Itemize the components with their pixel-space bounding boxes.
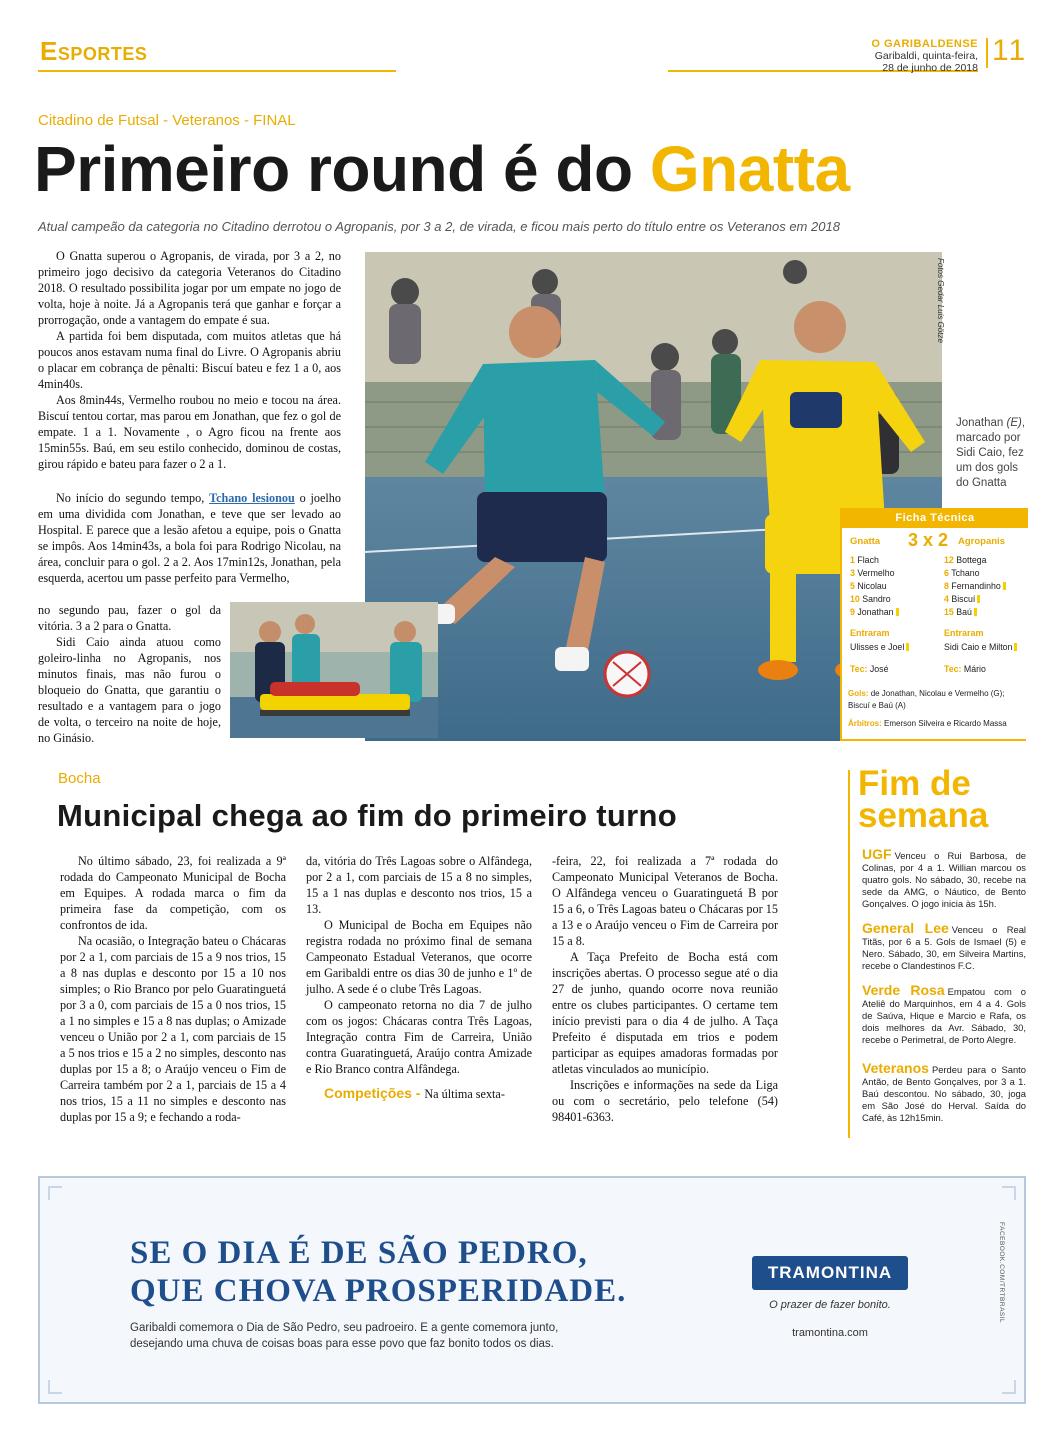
article-paragraph: Sidi Caio ainda atuou como goleiro-linha no Agropanis, nos minutos finais, mas não furou o bloqueio do Gnatta, que garantiu o resultado e a vantagem para o jogo de volta, o terceiro na noite de hoje, no Ginásio. — [38, 635, 221, 745]
article-inline-link[interactable]: Tchano lesionou — [209, 491, 295, 505]
bocha-paragraph: Na ocasião, o Integração bateu o Chácaras por 2 a 1, com parciais de 15 a 9 nos trios, 15 a 8 nas duplas e desconto por 15 a 10 nos simples; o Rio Branco por pelo Guaratinguetá por 3 a 0, com parciais de 15 a 0 nos trios, 15 a 1 no simples e 15 a 8 nas duplas; o Amizade venceu o União por 2 a 1, com parciais de 15 a 5 nos trios e 15 a 2 no simples, desconto nas duplas por 15 a 8; o Araújo venceu o Fim de Carreira também por 2 a 1, parciais de 15 a 4 nos trios, 15 a 11 no simples e desconto nas duplas por 15 a 9; e fechando a roda- — [60, 934, 286, 1124]
issue-date — [820, 50, 978, 74]
subs-label-a: Entraram — [850, 628, 890, 638]
article-body-top — [38, 248, 341, 472]
weekend-item: Verde Rosa Empatou com o Ateliê do Marquinhos, em 4 a 4. Gols de Saúva, Hique e Marcio e Rafa, os dois melhores da Avr. Sábado, 30, recebe o Perimetral, de Porto Alegre. — [862, 982, 1026, 1045]
bocha-paragraph: Inscrições e informações na sede da Liga ou com o secretário, pelo telefone (54) 98401-6363. — [552, 1078, 778, 1124]
article-headline — [34, 130, 850, 208]
bocha-column-2 — [306, 853, 532, 1102]
ad-corner-ornament — [48, 1380, 62, 1394]
article-kicker: Citadino de Futsal - Veteranos - FINAL — [38, 112, 296, 129]
article-paragraph: no segundo pau, fazer o gol da vitória. 3 a 2 para o Gnatta. — [38, 603, 221, 633]
article-body-middle — [38, 490, 341, 586]
article-paragraph: O Gnatta superou o Agropanis, de virada, por 3 a 2, no primeiro jogo decisivo da categoria Veteranos do Citadino 2018. O resultado possibilita jogar por um empate no jogo de volta, hoje à noite. Já a Agropanis terá que ganhar e forçar a prorrogação, onde a vantagem do empate é sua. — [38, 249, 341, 327]
bocha-paragraph: da, vitória do Três Lagoas sobre o Alfândega, por 2 a 1, com parciais de 15 a 8 no simples, 15 a 1 nas duplas e desconto nos trios, 15 a 13. — [306, 854, 532, 916]
article-paragraph: A partida foi bem disputada, com muitos atletas que há poucos anos estavam numa final do Livre. O Agropanis abriu o placar em cobrança de pênalti: Biscuí bateu e fez 1 a 0, aos 4min40s. — [38, 329, 341, 391]
subs-team-a: Ulisses e Joel — [850, 641, 909, 654]
bocha-headline: Municipal chega ao fim do primeiro turno — [57, 798, 677, 833]
bocha-paragraph: O Municipal de Bocha em Equipes não registra rodada no próximo final de semana Campeonato Estadual Veteranos, que ocorre em Garibaldi entre os dias 30 de junho e 1º de julho. A sede é o clube Três Lagoas. — [306, 918, 532, 996]
bocha-paragraph: A Taça Prefeito de Bocha está com inscrições abertas. O processo segue até o dia 27 de junho, quando ocorre nova reunião entre os clubes participantes. O certame tem início previsti para o dia 4 de julho. A Taça Prefeito é disputada em trios e podem participar as equipes amadoras formadas por atletas vinculados ao município. — [552, 950, 778, 1076]
article-body-bottom — [38, 602, 221, 746]
ad-body: Garibaldi comemora o Dia de São Pedro, seu padroeiro. E a gente comemora junto, desejando uma chuva de coisas boas para esse povo que faz bonito todos os dias. — [130, 1322, 559, 1350]
fact-box-title: Ficha Técnica — [842, 508, 1028, 528]
lineup-row: 12 Bottega — [944, 555, 987, 565]
lineup-row: 8 Fernandinho — [944, 580, 1006, 593]
photo-credit: Fotos Gedar Luis Götze — [936, 258, 945, 343]
ad-corner-ornament — [1002, 1380, 1016, 1394]
column-divider — [848, 770, 850, 1138]
article-paragraph: No início do segundo tempo, Tchano lesionou o joelho em uma dividida com Jonathan, e teve que ser levado ao Hospital. E parece que a lesão afetou a equipe, pois o Gnatta se impôs. Aos 14min43s, a bola foi para Rodrigo Nicolau, na área, concluir para o gol. 2 a 2. Aos 17min12s, Jonathan, pela esquerda, acertou um passe perfeito para Vermelho, — [38, 491, 341, 585]
lineup-row: 5 Nicolau — [850, 581, 887, 591]
headline-highlight: Gnatta — [649, 133, 850, 205]
team-b-name: Agropanis — [958, 536, 1005, 547]
photo-caption: Jonathan (E), marcado por Sidi Caio, fez um dos gols do Gnatta — [956, 417, 1026, 489]
ad-corner-ornament — [1002, 1186, 1016, 1200]
weekend-title: Fim de semana — [858, 764, 989, 835]
issue-date-line-1: Garibaldi, quinta-feira, — [874, 50, 978, 62]
lineup-team-b — [944, 554, 1006, 619]
ad-headline: SE O DIA É DE SÃO PEDRO, QUE CHOVA PROSPERIDADE. — [130, 1235, 627, 1309]
ad-url-link[interactable]: tramontina.com — [792, 1327, 868, 1339]
headline-text: Primeiro round é do — [34, 133, 650, 205]
bocha-paragraph: No último sábado, 23, foi realizada a 9ª rodada do Campeonato Municipal de Bocha em Equipes. A rodada marca o fim da primeira fase da competição, com os confrontos de ida. — [60, 854, 286, 932]
bocha-paragraph: Competições - Na última sexta- — [324, 1085, 505, 1101]
bocha-column-3 — [552, 853, 778, 1125]
subs-team-b: Sidi Caio e Milton — [944, 641, 1017, 654]
lineup-team-a — [850, 554, 899, 619]
team-a-name: Gnatta — [850, 536, 881, 547]
weekend-item: Veteranos Perdeu para o Santo Antão, de Bento Gonçalves, por 3 a 1. Baú descontou. No sábado, 30, joga em São José do Herval. Saída do Café, às 12h15min. — [862, 1060, 1026, 1123]
final-score: 3 x 2 — [908, 530, 949, 550]
ad-social-link[interactable]: FACEBOOK.COM/TRTBRASIL — [998, 1222, 1005, 1324]
tramontina-logo: TRAMONTINA — [752, 1256, 908, 1290]
bocha-paragraph: O campeonato retorna no dia 7 de julho com os jogos: Chácaras contra Três Lagoas, Integração contra Fim de Carreira, União contra Guaratinguetá, Araújo contra Amizade e Rio Branco contra Alfândega. — [306, 998, 532, 1076]
lineup-row: 4 Biscuí — [944, 593, 1006, 606]
section-label: Esportes — [40, 36, 148, 66]
yellow-card-icon — [1014, 643, 1017, 651]
newspaper-name: O GARIBALDENSE — [871, 38, 978, 50]
page-number-divider — [986, 38, 988, 68]
bocha-kicker: Bocha — [58, 770, 101, 787]
article-subhead: Atual campeão da categoria no Citadino derrotou o Agropanis, por 3 a 2, de virada, e ficou mais perto do título entre os Veteranos em 2018 — [38, 219, 840, 234]
yellow-card-icon — [977, 595, 980, 603]
competitions-subhead: Competições - — [324, 1085, 425, 1101]
yellow-card-icon — [974, 608, 977, 616]
coach-team-a: Tec: José — [850, 664, 889, 674]
fact-box — [840, 508, 1026, 741]
lineup-row: 3 Vermelho — [850, 568, 895, 578]
weekend-item: UGF Venceu o Rui Barbosa, de Colinas, por 4 a 1. Willian marcou os quatro gols. No sábado, 30, recebe na sede da AMG, o Náutico, de Bento Gonçalves. O jogo inicia às 15h. — [862, 846, 1026, 909]
ad-corner-ornament — [48, 1186, 62, 1200]
header-rule-left — [38, 70, 396, 72]
lineup-row: 6 Tchano — [944, 568, 980, 578]
bocha-column-1 — [60, 853, 286, 1125]
ad-slogan: O prazer de fazer bonito. — [769, 1299, 891, 1311]
lineup-row: 9 Jonathan — [850, 606, 899, 619]
subs-label-b: Entraram — [944, 628, 984, 638]
issue-date-line-2: 28 de junho de 2018 — [882, 62, 978, 74]
lineup-row: 15 Baú — [944, 606, 1006, 619]
weekend-item: General Lee Venceu o Real Titãs, por 6 a 5. Gols de Ismael (5) e Nero. Sábado, 30, em Silveira Martins, recebe o Clandestinos F.C. — [862, 920, 1027, 971]
yellow-card-icon — [906, 643, 909, 651]
injury-stretcher-photo — [230, 602, 438, 738]
lineup-row: 10 Sandro — [850, 594, 891, 604]
bocha-paragraph: -feira, 22, foi realizada a 7ª rodada do Campeonato Municipal Veteranos de Bocha. O Alfândega venceu o Guaratinguetá B por 15 a 6, o Três Lagoas bateu o Chácaras por 15 a 13 e o Araújo venceu o Fim de Carreira por 15 a 8. — [552, 854, 778, 948]
article-paragraph: Aos 8min44s, Vermelho roubou no meio e tocou na área. Biscuí tentou cortar, mas parou em Jonathan, que fez o gol de empate. 1 a 1. Novamente , o Agro ficou na frente aos 15min55s. Baú, em seu estilo conhecido, dominou de costas, girou rápido e bateu para fazer o 2 a 1. — [38, 393, 341, 471]
yellow-card-icon — [1003, 582, 1006, 590]
yellow-card-icon — [896, 608, 899, 616]
inset-photo — [230, 602, 438, 738]
referees-line: Árbitros: Emerson Silveira e Ricardo Massa — [848, 719, 1007, 728]
goals-line: Gols: de Jonathan, Nicolau e Vermelho (G); Biscuí e Baú (A) — [848, 689, 1005, 710]
page-number: 11 — [992, 34, 1028, 67]
coach-team-b: Tec: Mário — [944, 664, 986, 674]
lineup-row: 1 Flach — [850, 555, 879, 565]
